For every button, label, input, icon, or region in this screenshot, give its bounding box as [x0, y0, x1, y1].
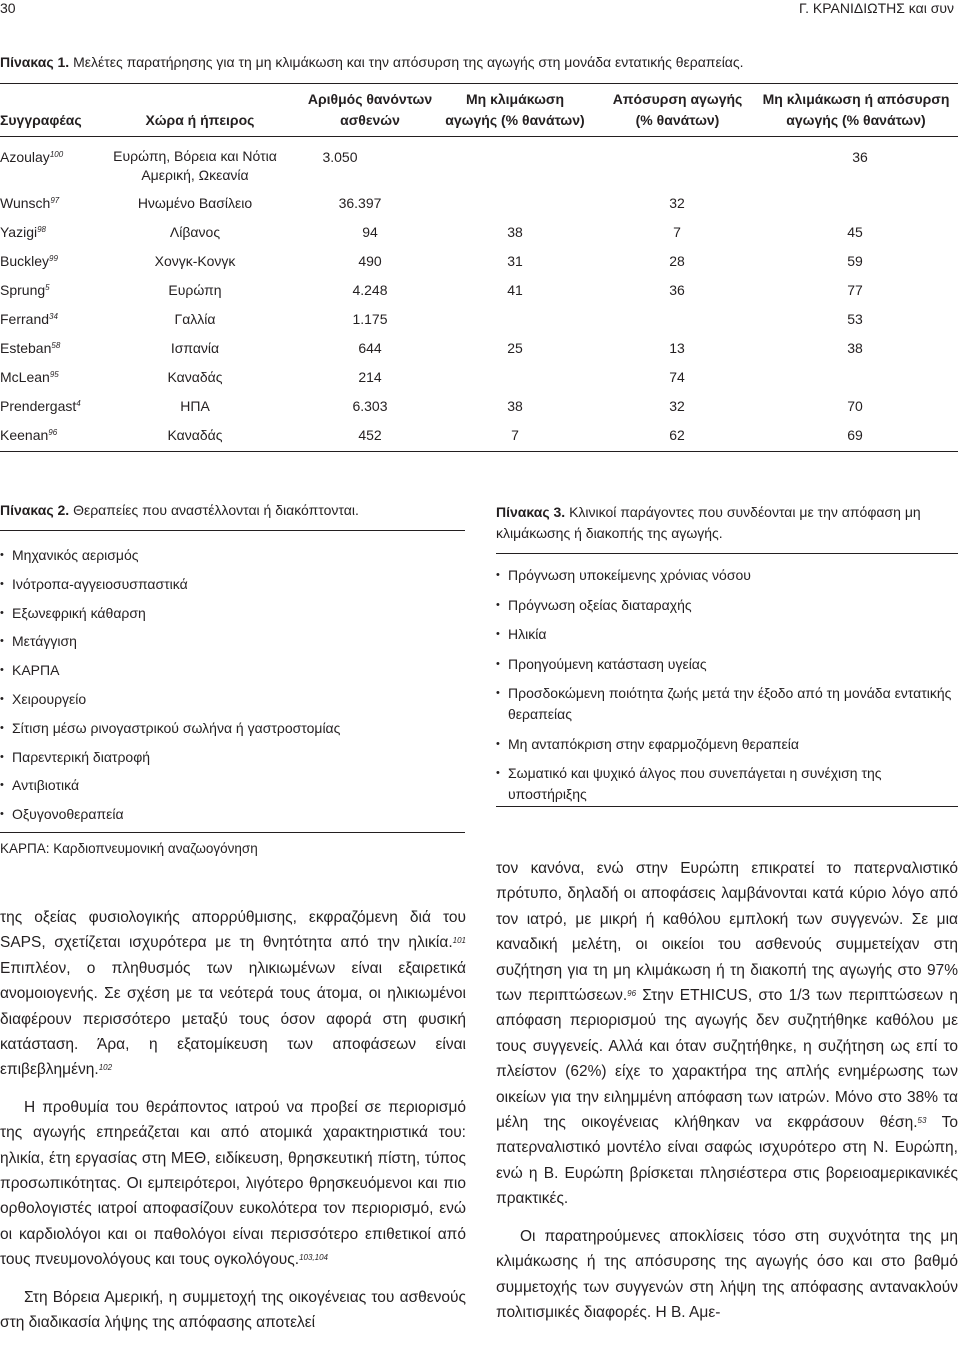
table2-footnote: ΚΑΡΠΑ: Καρδιοπνευμονική αναζωογόνηση [0, 841, 258, 856]
row-region: Ευρώπη, Βόρεια και Νότια Αμερική, Ωκεανία [113, 148, 277, 183]
list-item: • Πρόγνωση οξείας διαταραχής [496, 595, 958, 616]
list-item: • Μετάγγιση [0, 631, 470, 660]
table2-bottom-rule [0, 832, 465, 833]
row-region: Γαλλία [174, 311, 216, 327]
list-item: • Ηλικία [496, 624, 958, 645]
paragraph: της οξείας φυσιολογικής απορρύθμισης, εκφραζόμενη διά του SAPS, σχετίζεται ισχυρότερα με τη θνητότητα από την ηλικία.$^{101}$ Επιπλέον, ο πληθυσμός των ηλικιωμένων είναι εξαιρετικά ανομοιογενής. Σε σχέση με τα νεότερά τους άτομα, οι ηλικιωμένοι διαφέρουν περισσότερο μεταξύ τους όσον αφορά στη φυσική κατάσταση. Άρα, η εξατομίκευση των αποφάσεων είναι επιβεβλημένη.$^{102}$ [0, 909, 466, 1079]
page-number: 30 [0, 0, 16, 16]
list-item: • Εξωνεφρική κάθαρση [0, 603, 470, 632]
list-item: • Οξυγονοθεραπεία [0, 804, 470, 833]
row-author: McLean$^{95}$ [0, 369, 59, 385]
right-column-text [496, 856, 958, 1325]
table1-header-no-escalation: Μη κλιμάκωση αγωγής (% θανάτων) [445, 91, 585, 128]
table2-top-rule [0, 530, 465, 531]
row-withdrawal: 36 [669, 282, 685, 298]
table3-bottom-rule [496, 806, 958, 807]
row-withdrawal: 32 [669, 398, 685, 414]
table1-header-either: Μη κλιμάκωση ή απόσυρση αγωγής (% θανάτων) [762, 91, 950, 128]
list-item: • Προσδοκώμενη ποιότητα ζωής μετά την έξοδο από τη μονάδα εντατικής θεραπείας [496, 683, 958, 725]
table1-caption-text: Μελέτες παρατήρησης για τη μη κλιμάκωση και την απόσυρση της αγωγής στη μονάδα εντατικής θεραπείας. [69, 54, 744, 70]
row-author: Buckley$^{99}$ [0, 253, 58, 269]
row-either: 36 [852, 149, 868, 165]
row-author: Yazigi$^{98}$ [0, 224, 46, 240]
row-withdrawal: 13 [669, 340, 685, 356]
row-either: 69 [847, 427, 863, 443]
table1-header-author: Συγγραφέας [0, 112, 82, 128]
table1-header-rule [0, 136, 958, 137]
row-region: Ηνωμένο Βασίλειο [137, 195, 253, 211]
row-region: Ισπανία [170, 340, 220, 356]
list-item: • Σίτιση μέσω ρινογαστρικού σωλήνα ή γαστροστομίας [0, 718, 470, 747]
list-item: • Μη ανταπόκριση στην εφαρμοζόμενη θεραπεία [496, 734, 958, 755]
row-deaths: 3.050 [322, 149, 358, 165]
row-deaths: 36.397 [338, 195, 382, 211]
row-deaths: 94 [362, 224, 378, 240]
row-either: 45 [847, 224, 863, 240]
row-region: Χονγκ-Κονγκ [154, 253, 236, 269]
row-either: 70 [847, 398, 863, 414]
row-no-escalation: 25 [507, 340, 523, 356]
row-deaths: 1.175 [352, 311, 388, 327]
row-deaths: 214 [358, 369, 382, 385]
row-no-escalation: 38 [507, 398, 523, 414]
row-author: Sprung$^5$ [0, 282, 50, 298]
row-either: 59 [847, 253, 863, 269]
row-author: Wunsch$^{97}$ [0, 195, 60, 211]
list-item: • Χειρουργείο [0, 689, 470, 718]
row-withdrawal: 74 [669, 369, 685, 385]
list-item: • ΚΑΡΠΑ [0, 660, 470, 689]
paragraph: τον κανόνα, ενώ στην Ευρώπη επικρατεί το πατερναλιστικό πρότυπο, δηλαδή οι αποφάσεις λαμβάνονται κατά κύριο λόγο από τον ιατρό, με μικρή ή καθόλου εμπλοκή των συγγενών. Σε μια καναδική μελέτη, οι οικείοι του ασθενούς συμμετείχαν στη συζήτηση για τη μη κλιμάκωση ή τη διακοπή της αγωγής στο 97% των περιπτώσεων.$^{96}$ Στην ETHICUS, στο 1/3 των περιπτώσεων η απόφαση περιορισμού της αγωγής δεν συζητήθηκε καθόλου με τους συγγενείς. Αλλά και όταν συζητήθηκε, η συζήτηση ως επί το πλείστον (62%) είχε το χαρακτήρα της απλής ενημέρωσης των οικείων για την ειλημμένη απόφαση των ιατρών. Μόνο στο 38% τα μέλη της οικογένειας κλήθηκαν να εκφράσουν θέση.$^{53}$ Το πατερναλιστικό μοντέλο είναι σαφώς ισχυρότερο στη Ν. Ευρώπη, ενώ η Β. Ευρώπη βρίσκεται πλησιέστερα στις βορειοαμερικανικές πρακτικές. [496, 860, 958, 1208]
table3-caption-label: Πίνακας 3. [496, 504, 566, 520]
table1-top-rule [0, 83, 958, 84]
table1-header-withdrawal: Απόσυρση αγωγής (% θανάτων) [612, 91, 743, 128]
row-author: Ferrand$^{34}$ [0, 311, 58, 327]
row-withdrawal: 7 [673, 224, 681, 240]
left-column-text [0, 905, 466, 1336]
row-deaths: 490 [358, 253, 382, 269]
row-no-escalation: 41 [507, 282, 523, 298]
paragraph: Στη Βόρεια Αμερική, η συμμετοχή της οικογένειας του ασθενούς στη διαδικασία λήψης της απόφασης αποτελεί [0, 1288, 466, 1332]
table2-caption-text: Θεραπείες που αναστέλλονται ή διακόπτονται. [69, 502, 359, 518]
row-author: Prendergast$^4$ [0, 398, 81, 414]
row-region: Καναδάς [167, 427, 223, 443]
list-item: • Αντιβιοτικά [0, 775, 470, 804]
row-region: Ευρώπη [168, 282, 222, 298]
table1-caption [0, 54, 744, 70]
row-either: 53 [847, 311, 863, 327]
row-deaths: 6.303 [352, 398, 388, 414]
row-no-escalation: 7 [511, 427, 519, 443]
table1-header-region: Χώρα ή ήπειρος [145, 112, 255, 128]
row-withdrawal: 32 [669, 195, 685, 211]
row-region: Καναδάς [167, 369, 223, 385]
row-author: Azoulay$^{100}$ [0, 149, 64, 165]
row-no-escalation: 31 [507, 253, 523, 269]
list-item: • Μηχανικός αερισμός [0, 545, 470, 574]
table3-top-rule [496, 553, 958, 554]
row-either: 77 [847, 282, 863, 298]
row-deaths: 644 [358, 340, 382, 356]
row-deaths: 452 [358, 427, 382, 443]
list-item: • Πρόγνωση υποκείμενης χρόνιας νόσου [496, 565, 958, 586]
list-item: • Ινότροπα-αγγειοσυσπαστικά [0, 574, 470, 603]
list-item: • Σωματικό και ψυχικό άλγος που συνεπάγεται η συνέχιση της υποστήριξης [496, 763, 958, 805]
table3-caption-text: Κλινικοί παράγοντες που συνδέονται με την απόφαση μη κλιμάκωσης ή διακοπής της αγωγής. [496, 504, 921, 541]
table2-caption-label: Πίνακας 2. [0, 502, 70, 518]
row-withdrawal: 62 [669, 427, 685, 443]
table2-caption [0, 502, 359, 518]
row-region: ΗΠΑ [180, 398, 210, 414]
row-author: Keenan$^{96}$ [0, 427, 58, 443]
row-either: 38 [847, 340, 863, 356]
table1-header-deaths: Αριθμός θανόντων ασθενών [307, 91, 433, 128]
row-region: Λίβανος [169, 224, 221, 240]
row-withdrawal: 28 [669, 253, 685, 269]
table1-caption-label: Πίνακας 1. [0, 54, 70, 70]
row-deaths: 4.248 [352, 282, 388, 298]
paragraph: Η προθυμία του θεράποντος ιατρού να προβεί σε περιορισμό της αγωγής επηρεάζεται και από ατομικά χαρακτηριστικά του: ηλικία, έτη εργασίας στη ΜΕΘ, ειδίκευση, θρησκευτική πίστη, τύπος προσωπικότητας. Οι εμπειρότεροι, λιγότερο θρησκευόμενοι και πιο ορθολογιστές ιατροί αποφασίζουν ευκολότερα τον περιορισμό, ενώ οι καρδιολόγοι και οι παθολόγοι είναι περισσότερο επιθετικοί από τους πνευμονολόγους και τους ογκολόγους.$^{103,104}$ [0, 1098, 466, 1269]
list-item: • Προηγούμενη κατάσταση υγείας [496, 654, 958, 675]
table3-list [496, 565, 958, 814]
paragraph: Οι παρατηρούμενες αποκλίσεις τόσο στη συχνότητα της μη κλιμάκωσης ή της απόσυρσης της αγωγής όσο και στο βαθμό συμμετοχής των συγγενών στη λήψη της απόφασης αντανακλούν πολιτισμικές διαφορές. Η Β. Αμε- [496, 1227, 958, 1321]
row-no-escalation: 38 [507, 224, 523, 240]
table2-list [0, 545, 470, 833]
table3-caption [496, 502, 960, 544]
row-author: Esteban$^{58}$ [0, 340, 61, 356]
list-item: • Παρεντερική διατροφή [0, 747, 470, 776]
running-header-author: Γ. ΚΡΑΝΙΔΙΩΤΗΣ και συν [798, 0, 954, 16]
table1-bottom-rule [0, 451, 958, 452]
